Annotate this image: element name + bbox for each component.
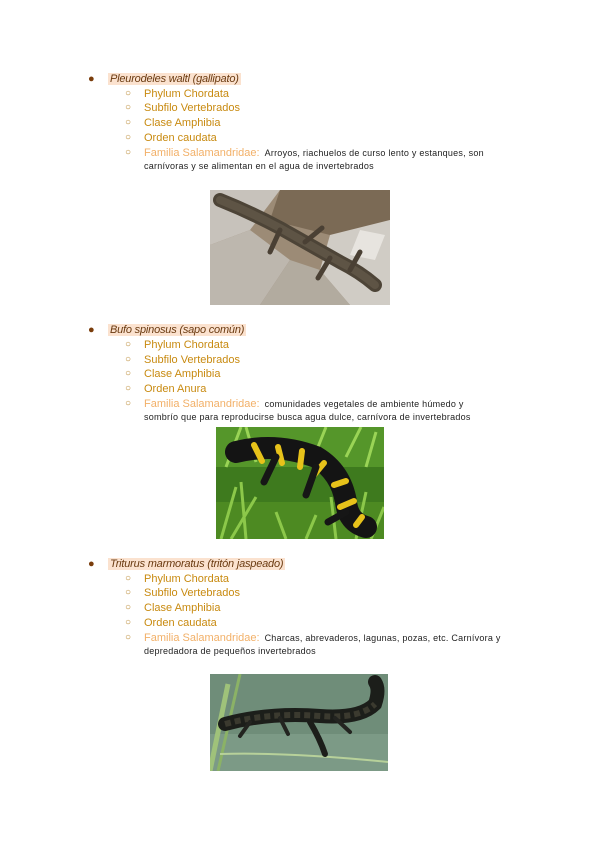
salamander-photo	[216, 427, 384, 539]
circle-bullet-icon: ○	[125, 573, 132, 584]
species-heading-row	[88, 322, 246, 337]
taxon-clase	[125, 366, 220, 381]
subphylum-text: Subfilo Vertebrados	[144, 353, 241, 366]
taxon-clase	[125, 115, 220, 130]
species-heading: Bufo spinosus (sapo común)	[110, 323, 245, 336]
taxon-familia	[125, 396, 464, 411]
circle-bullet-icon: ○	[125, 102, 132, 113]
marbled-newt-photo	[210, 674, 388, 771]
taxon-orden	[125, 615, 217, 630]
taxon-phylum	[125, 571, 229, 586]
species-heading: Pleurodeles waltl (gallipato)	[110, 72, 239, 85]
circle-bullet-icon: ○	[125, 117, 132, 128]
circle-bullet-icon: ○	[125, 88, 132, 99]
orden-text: Orden caudata	[144, 131, 217, 144]
familia-text: Familia Salamandridae:	[144, 631, 260, 644]
circle-bullet-icon: ○	[125, 602, 132, 613]
taxon-phylum	[125, 337, 229, 352]
phylum-text: Phylum Chordata	[144, 572, 229, 585]
circle-bullet-icon: ○	[125, 147, 132, 158]
bullet-icon: ●	[88, 72, 95, 85]
newt-photo	[210, 190, 390, 305]
species-heading-row	[88, 71, 241, 86]
circle-bullet-icon: ○	[125, 632, 132, 643]
subphylum-text: Subfilo Vertebrados	[144, 101, 241, 114]
species-heading-row	[88, 556, 285, 571]
familia-text: Familia Salamandridae:	[144, 397, 260, 410]
circle-bullet-icon: ○	[125, 383, 132, 394]
clase-text: Clase Amphibia	[144, 367, 221, 380]
habitat-description-line1: comunidades vegetales de ambiente húmedo y	[264, 398, 464, 409]
bullet-icon: ●	[88, 323, 95, 336]
taxon-subphylum	[125, 585, 240, 600]
orden-text: Orden caudata	[144, 616, 217, 629]
circle-bullet-icon: ○	[125, 617, 132, 628]
clase-text: Clase Amphibia	[144, 601, 221, 614]
taxon-orden	[125, 130, 217, 145]
habitat-description-line2: depredadora de pequeños invertebrados	[144, 646, 316, 656]
habitat-description-line1: Arroyos, riachuelos de curso lento y estanques, son	[264, 147, 484, 158]
clase-text: Clase Amphibia	[144, 116, 221, 129]
species-heading: Triturus marmoratus (tritón jaspeado)	[110, 557, 284, 570]
phylum-text: Phylum Chordata	[144, 338, 229, 351]
orden-text: Orden Anura	[144, 382, 207, 395]
habitat-description-line2: carnívoras y se alimentan en el agua de invertebrados	[144, 161, 374, 171]
subphylum-text: Subfilo Vertebrados	[144, 586, 241, 599]
familia-text: Familia Salamandridae:	[144, 146, 260, 159]
habitat-description-line1: Charcas, abrevaderos, lagunas, pozas, etc. Carnívora y	[264, 632, 501, 643]
taxon-subphylum	[125, 352, 240, 367]
phylum-text: Phylum Chordata	[144, 87, 229, 100]
taxon-subphylum	[125, 100, 240, 115]
taxon-clase	[125, 600, 220, 615]
circle-bullet-icon: ○	[125, 132, 132, 143]
taxon-phylum	[125, 86, 229, 101]
taxon-orden	[125, 381, 206, 396]
circle-bullet-icon: ○	[125, 354, 132, 365]
circle-bullet-icon: ○	[125, 398, 132, 409]
habitat-description-line2: sombrío que para reproducirse busca agua dulce, carnívora de invertebrados	[144, 412, 471, 422]
circle-bullet-icon: ○	[125, 339, 132, 350]
bullet-icon: ●	[88, 557, 95, 570]
circle-bullet-icon: ○	[125, 587, 132, 598]
taxon-familia	[125, 630, 501, 645]
taxon-familia	[125, 145, 484, 160]
circle-bullet-icon: ○	[125, 368, 132, 379]
